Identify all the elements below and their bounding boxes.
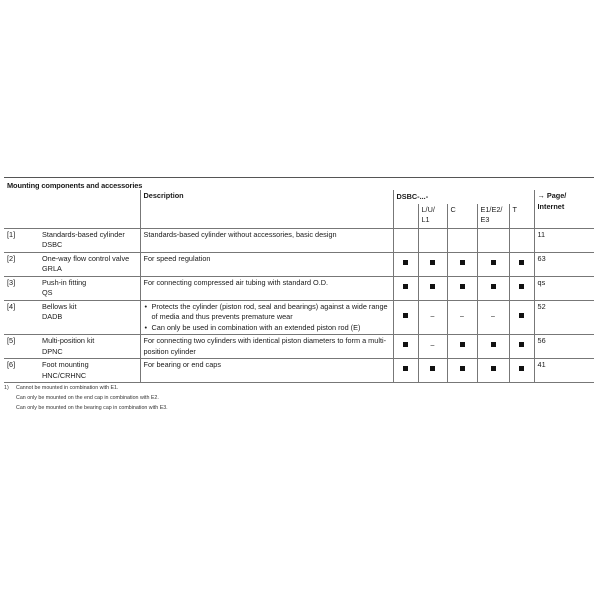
variant-mark (393, 359, 418, 383)
variant-mark (447, 300, 477, 335)
table-row (4, 228, 594, 252)
filled-square-icon (519, 342, 524, 347)
filled-square-icon (430, 284, 435, 289)
header-col-lul1: L/U/ L1 (418, 204, 447, 229)
filled-square-icon (491, 366, 496, 371)
filled-square-icon (519, 313, 524, 318)
variant-mark (509, 335, 534, 359)
variant-mark (509, 300, 534, 335)
filled-square-icon (460, 284, 465, 289)
row-page-ref: 63 (534, 252, 594, 276)
component-name: Foot mounting (42, 360, 89, 369)
row-description (140, 228, 393, 252)
table-body (4, 228, 594, 383)
variant-mark (393, 335, 418, 359)
component-code: DSBC (42, 240, 63, 249)
variant-mark (393, 228, 418, 252)
footnote-line: Can only be mounted on the end cap in combination with E2. (16, 395, 159, 401)
row-component (39, 300, 140, 335)
component-code: QS (42, 288, 53, 297)
header-page-line1: → Page/ (537, 191, 567, 200)
component-name: Multi-position kit (42, 336, 95, 345)
filled-square-icon (403, 342, 408, 347)
component-name: Bellows kit (42, 301, 77, 311)
row-description (140, 276, 393, 300)
variant-mark (418, 276, 447, 300)
row-index: [5] (4, 335, 39, 359)
variant-mark (418, 359, 447, 383)
row-page-ref: 11 (534, 228, 594, 252)
row-description (140, 300, 393, 335)
component-name: Standards-based cylinder (42, 229, 125, 239)
filled-square-icon (460, 342, 465, 347)
variant-mark (418, 335, 447, 359)
header-variant-group: DSBC-...- (393, 190, 534, 204)
variant-mark (477, 228, 509, 252)
row-description (140, 359, 393, 383)
header-page (534, 190, 594, 228)
variant-mark (393, 276, 418, 300)
table-header-row-1 (4, 190, 594, 204)
row-page-ref: 56 (534, 335, 594, 359)
description-text: For connecting two cylinders with identical piston diameters to form a multi-position cylinder (143, 336, 387, 356)
footnote-line: Can only be mounted on the bearing cap in combination with E3. (16, 405, 168, 411)
variant-mark (509, 276, 534, 300)
row-page-ref: qs (534, 276, 594, 300)
variant-mark (477, 252, 509, 276)
row-index: [4] (4, 300, 39, 335)
table-row (4, 300, 594, 335)
variant-mark (418, 252, 447, 276)
variant-mark (393, 252, 418, 276)
table-row (4, 252, 594, 276)
variant-mark (447, 276, 477, 300)
variant-mark (509, 228, 534, 252)
table-row (4, 335, 594, 359)
filled-square-icon (519, 260, 524, 265)
dash-mark: – (430, 342, 435, 350)
component-code: DPNC (42, 346, 63, 356)
row-description (140, 335, 393, 359)
description-text: For connecting compressed air tubing with standard O.D. (143, 277, 329, 287)
filled-square-icon (403, 284, 408, 289)
row-index: [2] (4, 252, 39, 276)
row-component (39, 252, 140, 276)
filled-square-icon (403, 366, 408, 371)
footnotes (4, 383, 168, 413)
component-code: GRLA (42, 264, 62, 273)
component-code: HNC/CRHNC (42, 370, 87, 380)
row-component (39, 228, 140, 252)
filled-square-icon (430, 260, 435, 265)
dash-mark: – (460, 313, 464, 320)
filled-square-icon (519, 366, 524, 371)
description-text: Standards-based cylinder without accessories, basic design (143, 229, 337, 239)
description-text: For bearing or end caps (143, 360, 221, 369)
description-text: For speed regulation (143, 253, 211, 263)
header-col-c: C (447, 204, 477, 229)
dash-mark: – (430, 313, 435, 320)
footnote-line: 1) Cannot be mounted in combination with E1. (4, 385, 119, 391)
description-bullet: • Can only be used in combination with an extended piston rod (E) (144, 323, 390, 334)
filled-square-icon (403, 313, 408, 318)
row-page-ref: 52 (534, 300, 594, 335)
variant-mark (477, 359, 509, 383)
filled-square-icon (491, 260, 496, 265)
row-description (140, 252, 393, 276)
variant-mark (477, 276, 509, 300)
filled-square-icon (403, 260, 408, 265)
row-index: [6] (4, 359, 39, 383)
variant-mark (393, 300, 418, 335)
variant-mark (418, 300, 447, 335)
filled-square-icon (430, 366, 435, 371)
filled-square-icon (460, 366, 465, 371)
dash-mark: – (491, 313, 495, 320)
filled-square-icon (519, 284, 524, 289)
variant-mark (418, 228, 447, 252)
variant-mark (447, 252, 477, 276)
table-row (4, 276, 594, 300)
filled-square-icon (491, 284, 496, 289)
footnote-number: 1) (4, 385, 9, 391)
description-bullet: • Protects the cylinder (piston rod, seal and bearings) against a wide range of media and thus prevents premature wear (144, 302, 390, 323)
variant-mark (477, 300, 509, 335)
variant-mark (447, 335, 477, 359)
header-page-line2: Internet (537, 201, 565, 211)
component-name: Push-in fitting (42, 277, 87, 287)
filled-square-icon (491, 342, 496, 347)
row-component (39, 335, 140, 359)
variant-mark (447, 359, 477, 383)
accessories-table (4, 190, 594, 383)
variant-mark (477, 335, 509, 359)
variant-mark (509, 252, 534, 276)
variant-mark (509, 359, 534, 383)
filled-square-icon (460, 260, 465, 265)
top-rule (4, 177, 594, 178)
component-code: DADB (42, 312, 63, 321)
table-row (4, 359, 594, 383)
header-description: Description (140, 190, 393, 228)
row-component (39, 359, 140, 383)
row-index: [1] (4, 228, 39, 252)
row-component (39, 276, 140, 300)
variant-mark (447, 228, 477, 252)
row-index: [3] (4, 276, 39, 300)
header-col-e: E1/E2/ E3 (477, 204, 509, 229)
section-title: Mounting components and accessories (7, 181, 143, 190)
component-name: One-way flow control valve (42, 253, 130, 263)
header-col-t: T (509, 204, 534, 229)
row-page-ref: 41 (534, 359, 594, 383)
